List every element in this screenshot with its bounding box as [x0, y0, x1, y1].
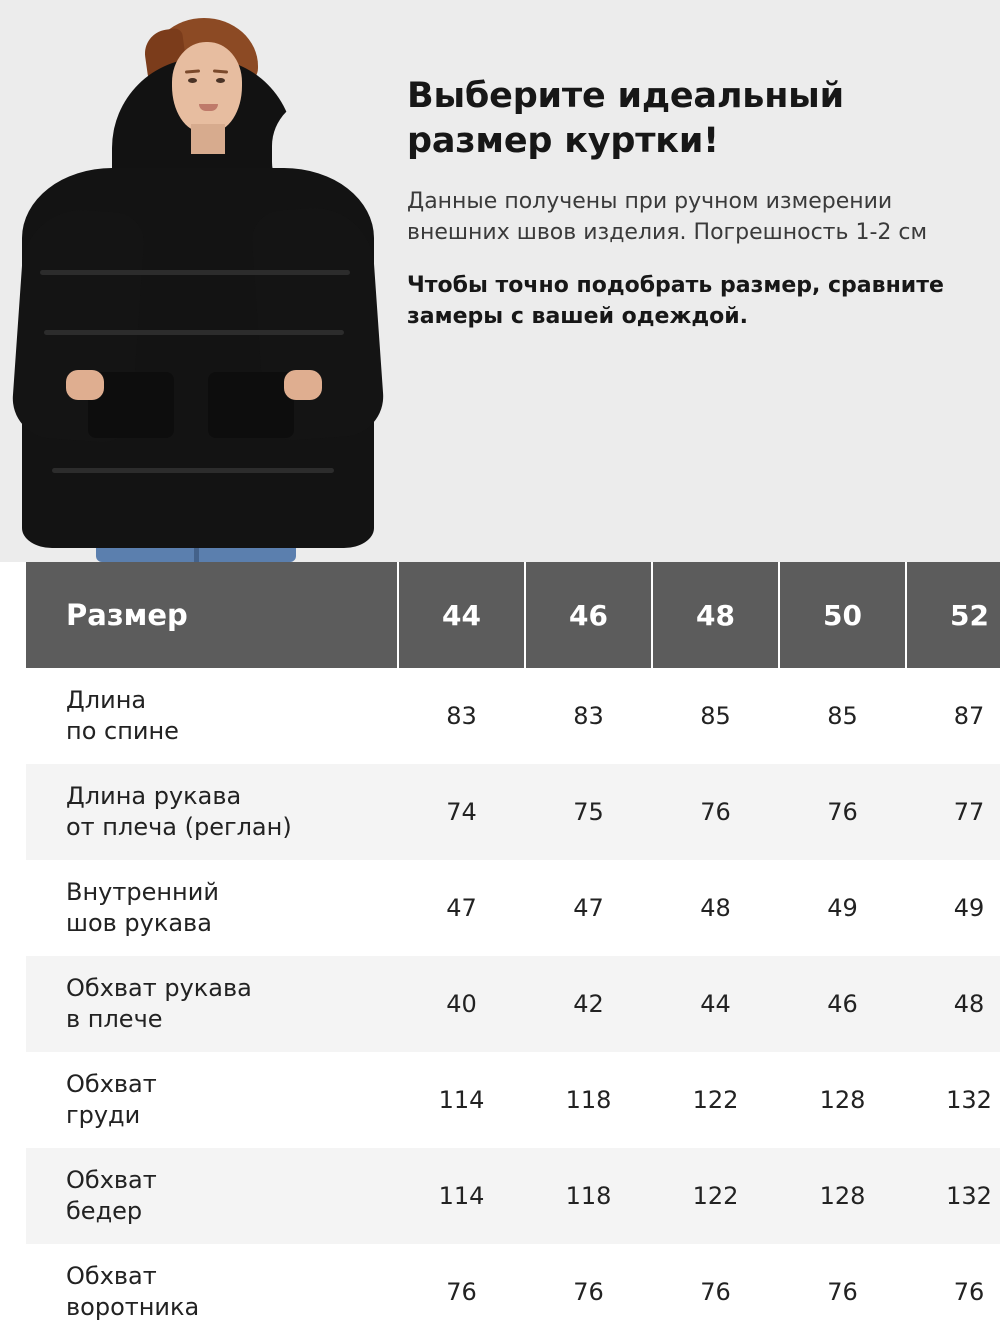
header-cell-size-50: 50 — [779, 562, 906, 668]
row-value: 49 — [906, 860, 1000, 956]
row-label — [26, 764, 398, 860]
row-value: 76 — [652, 1244, 779, 1340]
row-value: 128 — [779, 1052, 906, 1148]
row-value: 85 — [652, 668, 779, 764]
face-shape — [172, 42, 242, 132]
jacket-seam — [40, 270, 350, 275]
row-value: 76 — [398, 1244, 525, 1340]
header-cell-size-52: 52 — [906, 562, 1000, 668]
jacket-seam — [52, 468, 334, 473]
row-label-line2: бедер — [66, 1197, 143, 1225]
row-value: 42 — [525, 956, 652, 1052]
row-value: 40 — [398, 956, 525, 1052]
row-label-line2: воротника — [66, 1293, 200, 1321]
model-illustration — [0, 0, 385, 562]
header-cell-size-46: 46 — [525, 562, 652, 668]
row-value: 47 — [398, 860, 525, 956]
row-value: 76 — [652, 764, 779, 860]
compare-note: Чтобы точно подобрать размер, сравните замеры с вашей одеждой. — [407, 273, 944, 330]
header-text-block — [385, 0, 1000, 562]
eye-left — [188, 78, 197, 83]
table-row — [26, 860, 1000, 956]
row-label-line1: Обхват — [66, 1165, 157, 1194]
row-value: 74 — [398, 764, 525, 860]
row-value: 77 — [906, 764, 1000, 860]
row-label-line2: в плече — [66, 1005, 163, 1033]
table-row — [26, 668, 1000, 764]
row-value: 122 — [652, 1052, 779, 1148]
measurement-note: Данные получены при ручном измерении внешних швов изделия. Погрешность 1-2 см — [407, 188, 928, 245]
header-cell-size-48: 48 — [652, 562, 779, 668]
row-label — [26, 1244, 398, 1340]
row-label-line2: груди — [66, 1101, 141, 1129]
row-value: 76 — [525, 1244, 652, 1340]
row-value: 118 — [525, 1148, 652, 1244]
table-header-row — [26, 562, 1000, 668]
row-value: 46 — [779, 956, 906, 1052]
row-label — [26, 1052, 398, 1148]
hand-right — [284, 370, 322, 400]
row-label-line1: Длина рукава — [66, 781, 242, 810]
row-value: 118 — [525, 1052, 652, 1148]
table-row — [26, 1052, 1000, 1148]
table-row — [26, 1244, 1000, 1340]
row-value: 132 — [906, 1148, 1000, 1244]
row-label — [26, 668, 398, 764]
row-value: 87 — [906, 668, 1000, 764]
neck-shape — [191, 124, 225, 154]
row-value: 122 — [652, 1148, 779, 1244]
product-photo — [0, 0, 385, 562]
jacket-pocket-right — [208, 372, 294, 438]
hand-left — [66, 370, 104, 400]
row-value: 49 — [779, 860, 906, 956]
row-label-line2: от плеча (реглан) — [66, 813, 292, 841]
row-label — [26, 860, 398, 956]
row-label — [26, 1148, 398, 1244]
row-value: 114 — [398, 1052, 525, 1148]
row-value: 128 — [779, 1148, 906, 1244]
row-value: 76 — [779, 1244, 906, 1340]
row-value: 83 — [398, 668, 525, 764]
jacket-seam — [44, 330, 344, 335]
row-value: 83 — [525, 668, 652, 764]
row-value: 76 — [906, 1244, 1000, 1340]
table-row — [26, 956, 1000, 1052]
row-value: 48 — [906, 956, 1000, 1052]
row-label-line2: шов рукава — [66, 909, 212, 937]
row-label-line1: Внутренний — [66, 877, 219, 906]
row-label-line1: Обхват рукава — [66, 973, 252, 1002]
row-label — [26, 956, 398, 1052]
row-value: 76 — [779, 764, 906, 860]
page-title: Выберите идеальный размер куртки! — [407, 76, 844, 161]
table-row — [26, 1148, 1000, 1244]
table-row — [26, 764, 1000, 860]
row-value: 44 — [652, 956, 779, 1052]
eye-right — [216, 78, 225, 83]
row-label-line2: по спине — [66, 717, 179, 745]
row-label-line1: Длина — [66, 685, 147, 714]
header-cell-label: Размер — [26, 562, 398, 668]
row-value: 47 — [525, 860, 652, 956]
row-value: 85 — [779, 668, 906, 764]
row-value: 132 — [906, 1052, 1000, 1148]
row-label-line1: Обхват — [66, 1069, 157, 1098]
size-table-head — [26, 562, 1000, 668]
row-value: 48 — [652, 860, 779, 956]
row-label-line1: Обхват — [66, 1261, 157, 1290]
header-section — [0, 0, 1000, 562]
size-table-body — [26, 668, 1000, 1340]
header-cell-size-44: 44 — [398, 562, 525, 668]
row-value: 75 — [525, 764, 652, 860]
row-value: 114 — [398, 1148, 525, 1244]
size-table — [26, 562, 1000, 1340]
size-table-wrapper — [26, 562, 992, 1340]
